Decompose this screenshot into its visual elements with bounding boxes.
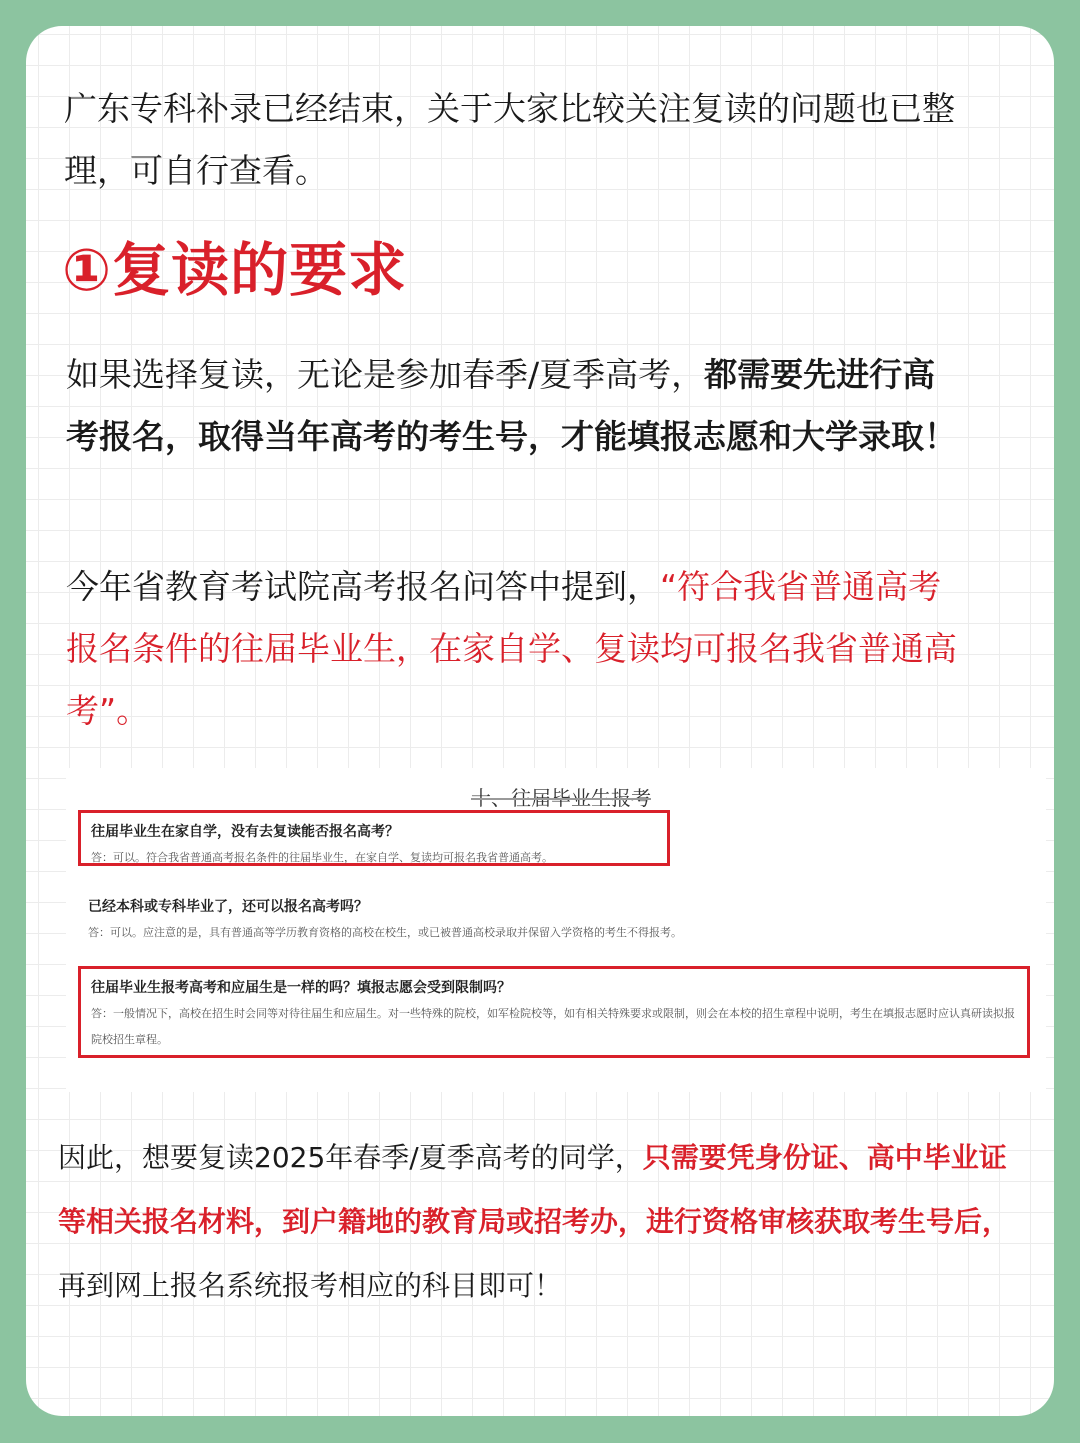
faq-answer: 答：一般情况下，高校在招生时会同等对待往届生和应届生。对一些特殊的院校，如军检院校等，如有相关特殊要求或限制，则会在本校的招生章程中说明，考生在填报志愿时应认真研读拟报院校招生章程。: [91, 1007, 1015, 1046]
faq-item-highlighted: [78, 966, 1030, 1058]
faq-question: 往届毕业生在家自学，没有去复读能否报名高考？: [91, 824, 399, 840]
exam-institute-quote: “符合我省普通高考报名条件的往届毕业生，在家自学、复读均可报名我省普通高考”。: [66, 567, 957, 730]
requirement-plain-text: 如果选择复读，无论是参加春季/夏季高考，: [66, 355, 705, 394]
exam-institute-plain-text: 今年省教育考试院高考报名问答中提到，: [66, 567, 660, 606]
conclusion-plain-text-end: 再到网上报名系统报考相应的科目即可！: [58, 1269, 563, 1302]
requirement-paragraph: [66, 344, 966, 468]
conclusion-paragraph: [58, 1126, 1028, 1318]
faq-item: [88, 896, 988, 946]
faq-item-highlighted: [78, 810, 670, 866]
conclusion-plain-text: 因此，想要复读2025年春季/夏季高考的同学，: [58, 1141, 643, 1174]
requirement-bold-text: 都需要先进行高考报名，取得当年高考的考生号，才能填报志愿和大学录取！: [66, 355, 957, 456]
faq-screenshot: [66, 768, 1046, 1092]
conclusion-red-text: 只需要凭身份证、高中毕业证等相关报名材料，到户籍地的教育局或招考办，进行资格审核获取考生号后，: [58, 1141, 1011, 1238]
faq-screenshot-title: 十、往届毕业生报考: [471, 786, 651, 810]
faq-answer: 答：可以。应注意的是，具有普通高等学历教育资格的高校在校生，或已被普通高校录取并保留入学资格的考生不得报考。: [88, 926, 682, 939]
faq-question: 已经本科或专科毕业了，还可以报名高考吗？: [88, 899, 368, 915]
faq-answer: 答：可以。符合我省普通高考报名条件的往届毕业生，在家自学、复读均可报名我省普通高考。: [91, 851, 553, 864]
section-heading: ①复读的要求: [62, 236, 408, 304]
intro-paragraph: 广东专科补录已经结束，关于大家比较关注复读的问题也已整理，可自行查看。: [64, 89, 955, 190]
exam-institute-paragraph: [66, 556, 966, 742]
faq-question: 往届毕业生报考高考和应届生是一样的吗？填报志愿会受到限制吗？: [91, 980, 511, 996]
content-card: [26, 26, 1054, 1416]
